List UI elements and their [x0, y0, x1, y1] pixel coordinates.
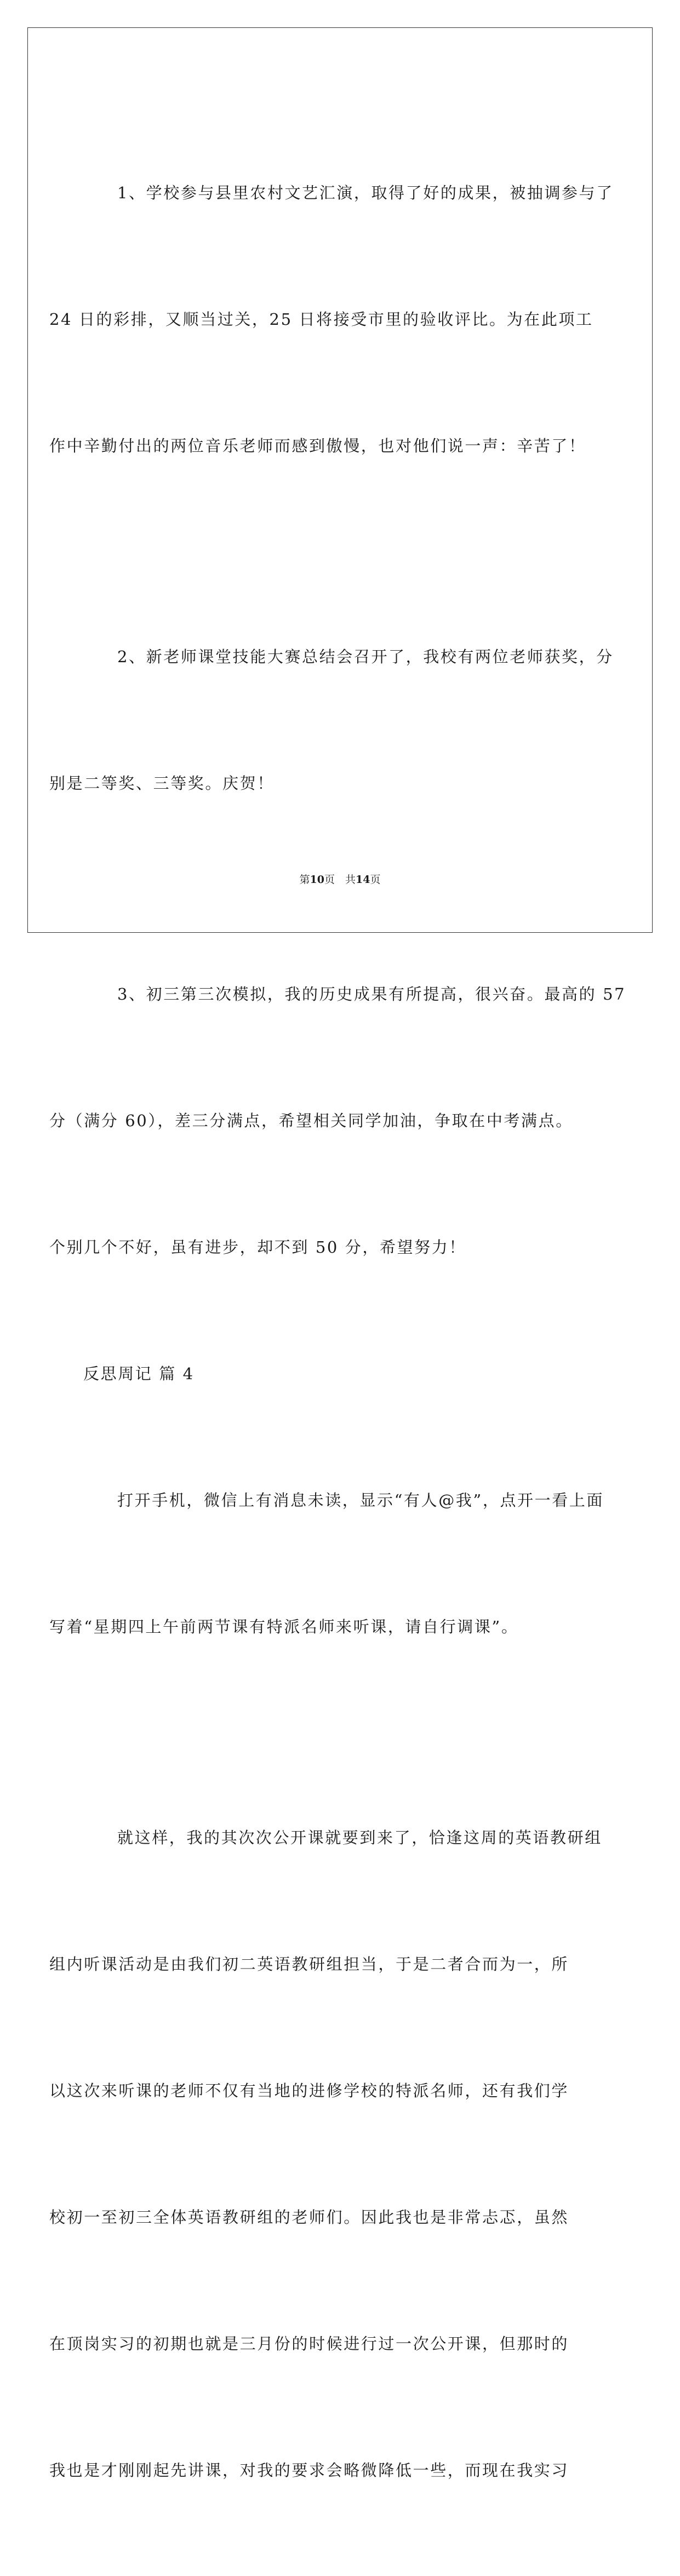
text-line: 分（满分 60），差三分满点，希望相关同学加油，争取在中考满点。: [49, 1111, 573, 1130]
text-line: 在顶岗实习的初期也就是三月份的时候进行过一次公开课，但那时的: [49, 2334, 569, 2353]
footer-prefix: 第: [299, 874, 310, 886]
text-line: 24 日的彩排，又顺当过关，25 日将接受市里的验收评比。为在此项工: [49, 310, 593, 329]
text-line: 以这次来听课的老师不仅有当地的进修学校的特派名师，还有我们学: [49, 2081, 569, 2100]
paragraph-2: [49, 552, 614, 889]
text-line: 2、新老师课堂技能大赛总结会召开了，我校有两位老师获奖，分: [117, 647, 614, 666]
text-line: 我也是才刚刚起先讲课，对我的要求会略微降低一些，而现在我实习: [49, 2461, 569, 2480]
text-line: 个别几个不好，虽有进步，却不到 50 分，希望努力！: [49, 1238, 466, 1257]
text-line: 打开手机，微信上有消息未读，显示“有人@我”，点开一看上面: [117, 1491, 604, 1510]
text-line: 作中辛勤付出的两位音乐老师而感到傲慢，也对他们说一声：辛苦了！: [49, 437, 586, 455]
footer-suffix: 页: [370, 874, 381, 886]
text-line: 校初一至初三全体英语教研组的老师们。因此我也是非常忐忑，虽然: [49, 2208, 569, 2227]
paragraph-1: [49, 88, 614, 552]
paragraph-5: [49, 1732, 602, 2576]
section-heading: 反思周记 篇 4: [83, 1364, 195, 1383]
footer-middle: 页 共: [324, 874, 356, 886]
paragraph-3: [49, 889, 626, 1353]
text-line: 3、初三第三次模拟，我的历史成果有所提高，很兴奋。最高的 57: [117, 985, 626, 1003]
current-page-number: 10: [310, 874, 324, 886]
text-line: 写着“星期四上午前两节课有特派名师来听课，请自行调课”。: [49, 1617, 519, 1636]
text-line: 就这样，我的其次次公开课就要到来了，恰逢这周的英语教研组: [117, 1828, 602, 1847]
text-line: 1、学校参与县里农村文艺汇演，取得了好的成果，被抽调参与了: [117, 183, 614, 202]
paragraph-4: [49, 1395, 604, 1732]
text-line: 别是二等奖、三等奖。庆贺！: [49, 774, 275, 793]
page-footer: [0, 871, 680, 886]
text-line: 组内听课活动是由我们初二英语教研组担当，于是二者合而为一，所: [49, 1955, 569, 1973]
total-page-number: 14: [356, 874, 370, 886]
document-body: [49, 88, 626, 2576]
